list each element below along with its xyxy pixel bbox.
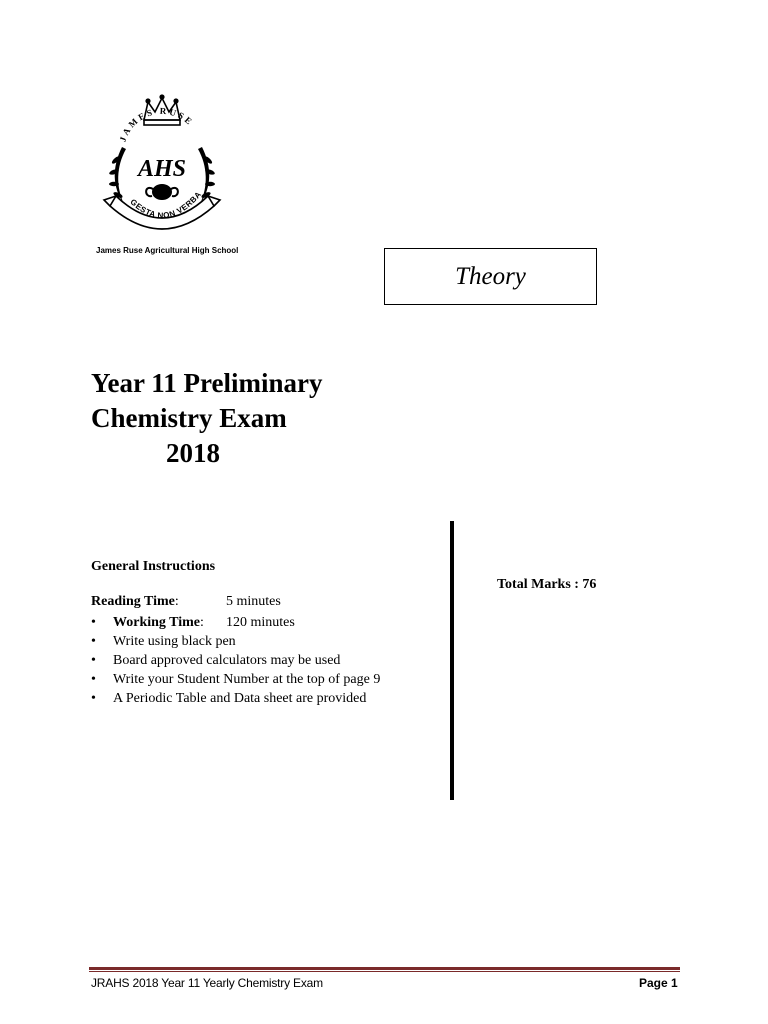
- school-crest-logo: [102, 92, 222, 252]
- working-time-colon: :: [200, 615, 204, 630]
- reading-time-value: 5 minutes: [226, 594, 281, 609]
- working-time-value: 120 minutes: [226, 615, 295, 630]
- list-item: • Write your Student Number at the top of page 9: [91, 670, 380, 689]
- exam-title-line-2: Chemistry Exam: [91, 403, 287, 433]
- footer-rule: [89, 967, 680, 970]
- list-item: • A Periodic Table and Data sheet are provided: [91, 689, 380, 708]
- crest-motto-bottom: GESTA NON VERBA: [128, 189, 204, 221]
- exam-title-year: 2018: [166, 438, 220, 468]
- reading-time-label: Reading Time: [91, 594, 175, 609]
- list-item: • Write using black pen: [91, 632, 380, 651]
- footer-exam-name: JRAHS 2018 Year 11 Yearly Chemistry Exam: [91, 976, 323, 990]
- list-item-working-time: [91, 613, 380, 632]
- reading-time: [91, 594, 179, 610]
- footer-rule-thin: [89, 971, 680, 972]
- working-time-label: Working Time: [113, 615, 201, 630]
- school-name: James Ruse Agricultural High School: [96, 246, 239, 255]
- theory-label: Theory: [455, 263, 526, 290]
- total-marks: Total Marks : 76: [497, 577, 597, 592]
- instructions-heading: General Instructions: [91, 559, 216, 574]
- instruction-list: [91, 613, 380, 708]
- ram-icon: [146, 185, 178, 199]
- reading-time-colon: :: [174, 594, 179, 609]
- exam-title-line-1: Year 11 Preliminary: [91, 368, 323, 398]
- crest-monogram: AHS: [137, 156, 187, 182]
- theory-box: [384, 248, 597, 305]
- list-item: • Board approved calculators may be used: [91, 651, 380, 670]
- crest-motto-top: JAMES RUSE: [117, 105, 196, 144]
- vertical-divider: [450, 521, 454, 800]
- footer-page-number: Page 1: [639, 976, 678, 990]
